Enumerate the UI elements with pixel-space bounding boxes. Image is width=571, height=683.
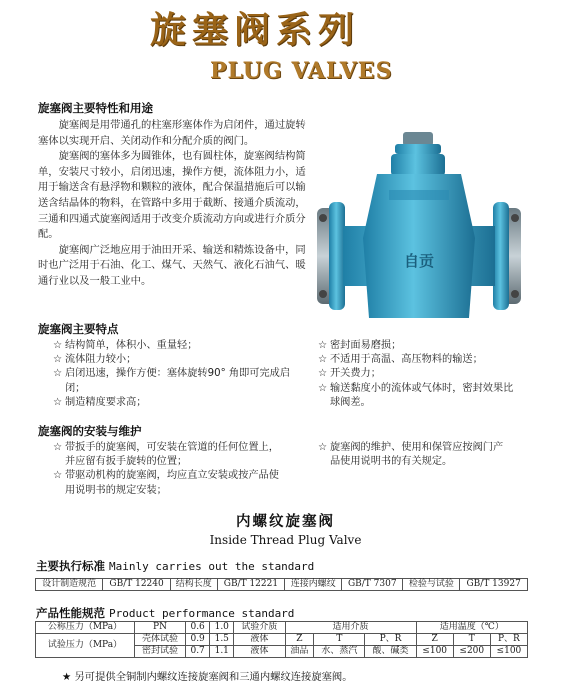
table-cell: 液体 bbox=[234, 634, 285, 646]
list-item: ☆ 流体阻力较小； bbox=[53, 353, 299, 367]
table-cell: 检验与试验 bbox=[403, 579, 460, 591]
table-cell: P、R bbox=[365, 634, 416, 646]
table-cell: ≤100 bbox=[416, 646, 453, 658]
paragraph-definition: 旋塞阀是用带通孔的柱塞形塞体作为启闭件，通过旋转塞体以实现开启、关闭动作和分配介质的阀门。 bbox=[38, 119, 306, 147]
table-cell: 1.0 bbox=[210, 622, 234, 634]
performance-table bbox=[35, 621, 528, 658]
table-cell: 公称压力（MPa） bbox=[36, 622, 135, 634]
page-subtitle-english: PLUG VALVES bbox=[210, 58, 393, 84]
list-item: ☆ 开关费力； bbox=[318, 367, 518, 381]
list-item: ☆ 不适用于高温、高压物料的输送； bbox=[318, 353, 518, 367]
table-cell: 0.9 bbox=[186, 634, 210, 646]
star-icon: ☆ bbox=[318, 354, 328, 366]
list-item: ☆ 带驱动机构的旋塞阀，均应直立安装或按产品使用说明书的规定安装； bbox=[53, 470, 279, 496]
table-cell: 酸、碱类 bbox=[365, 646, 416, 658]
table-cell: 油品 bbox=[285, 646, 314, 658]
list-item: ☆ 启闭迅速，操作方便：塞体旋转90° 角即可完成启闭； bbox=[53, 368, 291, 394]
table-cell: GB/T 7307 bbox=[342, 579, 403, 591]
star-icon: ☆ bbox=[53, 340, 63, 351]
performance-heading: 产品性能规范 Product performance standard bbox=[36, 606, 295, 620]
section-heading-features: 旋塞阀主要特点 bbox=[38, 322, 119, 336]
table-cell: Z bbox=[416, 634, 453, 646]
table-cell: T bbox=[453, 634, 490, 646]
table-row bbox=[36, 622, 528, 634]
section-heading-installation: 旋塞阀的安装与维护 bbox=[38, 424, 142, 438]
list-item: ☆ 密封面易磨损； bbox=[318, 339, 518, 353]
standards-table bbox=[35, 578, 528, 591]
table-row bbox=[36, 634, 528, 646]
table-cell: P、R bbox=[490, 634, 527, 646]
table-cell: Z bbox=[285, 634, 314, 646]
features-right-list bbox=[318, 339, 518, 410]
table-cell: 结构长度 bbox=[170, 579, 217, 591]
star-icon: ☆ bbox=[53, 368, 63, 380]
table-cell: 0.7 bbox=[186, 646, 210, 658]
star-icon: ☆ bbox=[318, 368, 328, 380]
star-icon: ☆ bbox=[318, 340, 328, 351]
table-cell: ≤100 bbox=[490, 646, 527, 658]
star-icon: ☆ bbox=[53, 354, 63, 366]
page-title: 旋塞阀系列 bbox=[150, 10, 361, 51]
table-cell: 连接内螺纹 bbox=[285, 579, 342, 591]
table-cell: 适用温度（℃） bbox=[416, 622, 527, 634]
product-title: 内螺纹旋塞阀 bbox=[236, 514, 335, 530]
installation-left-list bbox=[53, 441, 279, 498]
star-icon: ☆ bbox=[318, 442, 328, 453]
table-cell: 设计制造规范 bbox=[36, 579, 103, 591]
section-heading-characteristics: 旋塞阀主要特性和用途 bbox=[38, 101, 153, 115]
product-title-english: Inside Thread Plug Valve bbox=[209, 533, 362, 547]
list-item: ☆ 制造精度要求高； bbox=[53, 396, 299, 410]
star-icon: ☆ bbox=[53, 396, 63, 408]
table-cell: GB/T 12221 bbox=[217, 579, 285, 591]
paragraph-applications: 旋塞阀广泛地应用于油田开采、输送和精炼设备中，同时也广泛用于石油、化工、煤气、天然气、液化石油气、暖通行业以及一般工业中。 bbox=[38, 243, 306, 287]
table-row bbox=[36, 579, 528, 591]
table-cell: 密封试验 bbox=[134, 646, 185, 658]
table-cell: 1.1 bbox=[210, 646, 234, 658]
table-cell: GB/T 13927 bbox=[460, 579, 528, 591]
table-cell: 0.6 bbox=[186, 622, 210, 634]
list-item: ☆ 旋塞阀的维护、使用和保管应按阀门产品使用说明书的有关规定。 bbox=[318, 442, 504, 468]
valve-body-label: 自贡 bbox=[403, 252, 435, 270]
table-cell: 1.5 bbox=[210, 634, 234, 646]
table-cell: 水、蒸汽 bbox=[314, 646, 365, 658]
section-body-characteristics bbox=[38, 118, 310, 290]
list-item: ☆ 结构简单，体积小、重量轻； bbox=[53, 339, 299, 353]
star-icon: ☆ bbox=[53, 442, 63, 453]
plug-valve-image bbox=[315, 118, 523, 338]
list-item: ☆ 带扳手的旋塞阀，可安装在管道的任何位置上，并应留有扳手旋转的位置； bbox=[53, 442, 279, 468]
table-cell: 液体 bbox=[234, 646, 285, 658]
standards-heading: 主要执行标准 Mainly carries out the standard bbox=[36, 559, 315, 573]
table-cell: 壳体试验 bbox=[134, 634, 185, 646]
star-icon: ☆ bbox=[318, 382, 328, 394]
features-left-list bbox=[53, 339, 299, 410]
table-cell: PN bbox=[134, 622, 185, 634]
table-cell: 试验介质 bbox=[234, 622, 285, 634]
table-cell: GB/T 12240 bbox=[103, 579, 171, 591]
table-cell: T bbox=[314, 634, 365, 646]
table-cell: ≤200 bbox=[453, 646, 490, 658]
paragraph-structure: 旋塞阀的塞体多为圆锥体，也有圆柱体，旋塞阀结构简单，安装尺寸较小，启闭迅速，操作方便，流体阻力小，适用于输送含有悬浮物和颗粒的液体，配合保温措施后可以输送含结晶体的物料，在管路中多用于截断、接通介质流动，三通和四通式旋塞阀适用于改变介质流动方向或进行介质分配。 bbox=[38, 150, 306, 241]
footnote: ★ 另可提供全铜制内螺纹连接旋塞阀和三通内螺纹连接旋塞阀。 bbox=[62, 671, 353, 683]
table-cell: 适用介质 bbox=[285, 622, 416, 634]
table-cell: 试验压力（MPa） bbox=[36, 634, 135, 658]
star-icon: ☆ bbox=[53, 470, 63, 482]
installation-right-list bbox=[318, 441, 508, 469]
list-item: ☆ 输送黏度小的流体或气体时，密封效果比球阀差。 bbox=[318, 382, 514, 408]
